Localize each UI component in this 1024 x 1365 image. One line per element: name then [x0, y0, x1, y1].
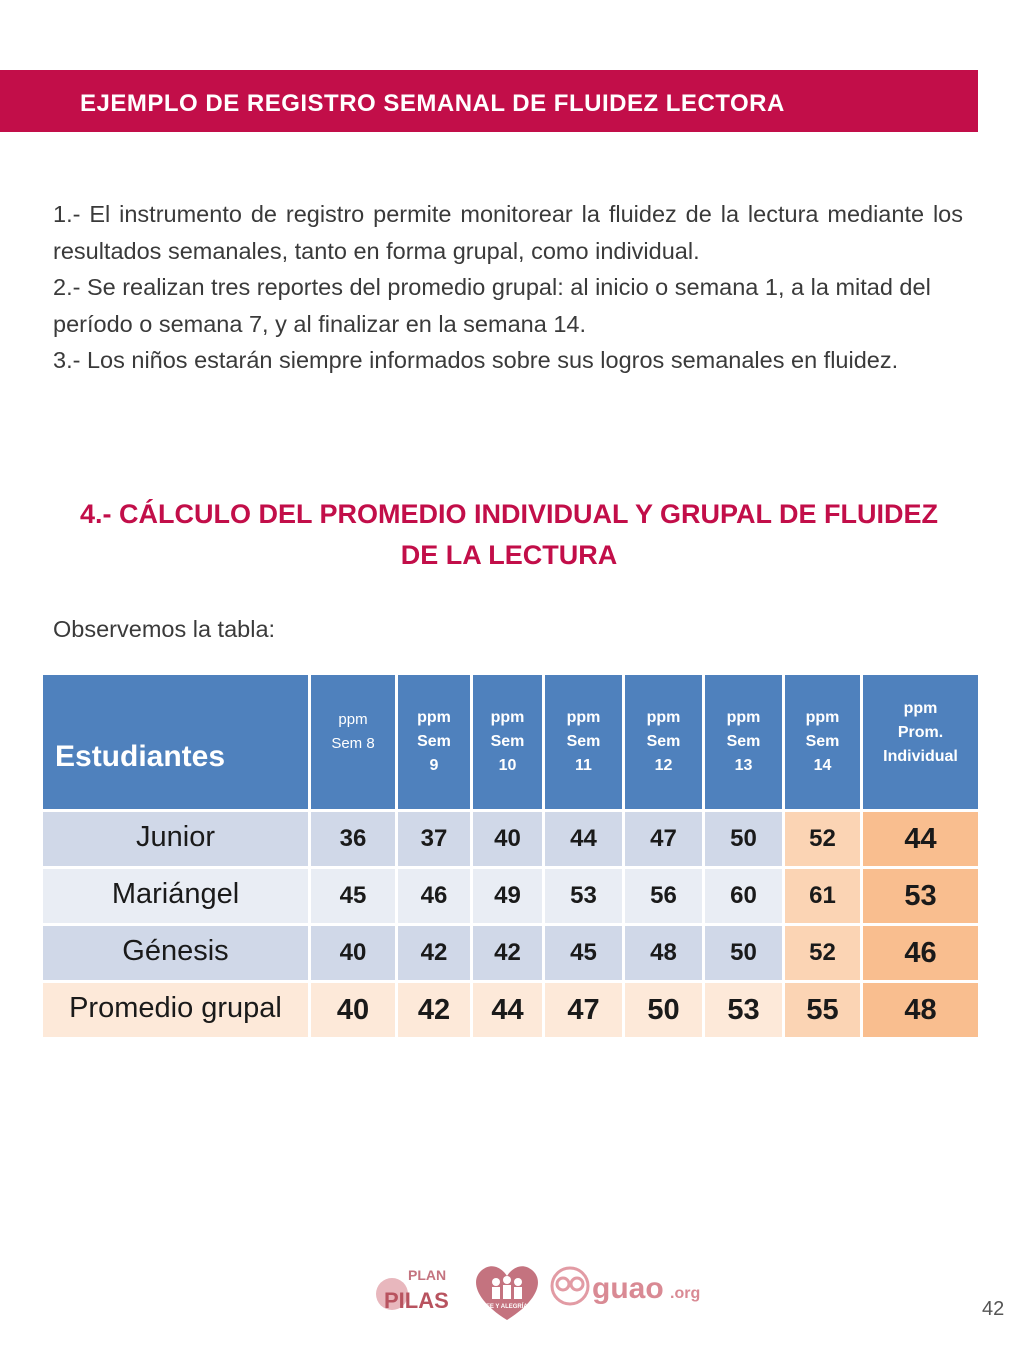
header-col: ppm Sem 8 — [310, 674, 397, 811]
header-col: ppm Sem 10 — [472, 674, 544, 811]
header-col: ppm Sem 9 — [397, 674, 472, 811]
plan-pilas-logo — [376, 1267, 449, 1313]
header-col: ppm Sem 11 — [544, 674, 624, 811]
table-cell: 46 — [397, 868, 472, 925]
paragraph-1: 1.- El instrumento de registro permite monitorear la fluidez de la lectura mediante los resultados semanales, tanto en forma grupal, como individual. — [53, 201, 963, 264]
section-heading-line-2: DE LA LECTURA — [400, 540, 618, 570]
student-name: Génesis — [42, 925, 310, 982]
table-cell: 47 — [544, 982, 624, 1039]
group-average-label: Promedio grupal — [42, 982, 310, 1039]
header-col: ppm Sem 12 — [624, 674, 704, 811]
table-cell: 52 — [784, 925, 862, 982]
plan-text: PLAN — [408, 1267, 447, 1283]
paragraph-3: 3.- Los niños estarán siempre informados sobre sus logros semanales en fluidez. — [53, 347, 899, 373]
table-cell-prom: 53 — [862, 868, 980, 925]
page-number: 42 — [982, 1298, 1005, 1320]
table-cell: 42 — [397, 982, 472, 1039]
student-name: Mariángel — [42, 868, 310, 925]
table-row — [42, 868, 980, 925]
table-cell: 45 — [544, 925, 624, 982]
section-heading-line-1: 4.- CÁLCULO DEL PROMEDIO INDIVIDUAL Y GRUPAL DE FLUIDEZ — [79, 499, 939, 529]
table-cell-prom: 44 — [862, 811, 980, 868]
fluency-table — [40, 672, 981, 1040]
table-cell: 48 — [624, 925, 704, 982]
table-cell: 49 — [472, 868, 544, 925]
fe-y-alegria-text: FE Y ALEGRÍA — [486, 1304, 528, 1310]
table-cell: 42 — [397, 925, 472, 982]
table-cell: 37 — [397, 811, 472, 868]
table-intro: Observemos la tabla: — [53, 616, 276, 642]
header-col: ppm Sem 14 — [784, 674, 862, 811]
footer-logos — [370, 1258, 730, 1328]
table-cell: 50 — [704, 811, 784, 868]
table-cell: 60 — [704, 868, 784, 925]
table-cell: 52 — [784, 811, 862, 868]
table-cell: 50 — [624, 982, 704, 1039]
table-cell: 44 — [544, 811, 624, 868]
section-heading — [40, 494, 978, 576]
guao-text: guao — [592, 1272, 664, 1305]
paragraph-2: 2.- Se realizan tres reportes del promedio grupal: al inicio o semana 1, a la mitad del período o semana 7, y al finalizar en la semana 14. — [53, 274, 931, 337]
guao-logo — [552, 1268, 700, 1305]
header-col: ppm Sem 13 — [704, 674, 784, 811]
table-cell: 55 — [784, 982, 862, 1039]
table-cell: 53 — [704, 982, 784, 1039]
table-row — [42, 925, 980, 982]
table-cell: 61 — [784, 868, 862, 925]
student-name: Junior — [42, 811, 310, 868]
table-cell: 47 — [624, 811, 704, 868]
guao-org-text: .org — [670, 1285, 701, 1302]
table-cell: 56 — [624, 868, 704, 925]
table-row — [42, 811, 980, 868]
table-cell: 42 — [472, 925, 544, 982]
table-header-row — [42, 674, 980, 811]
body-text — [53, 196, 963, 379]
table-row-group-average — [42, 982, 980, 1039]
table-cell: 45 — [310, 868, 397, 925]
table-cell: 36 — [310, 811, 397, 868]
table-cell-prom: 46 — [862, 925, 980, 982]
table-cell-prom: 48 — [862, 982, 980, 1039]
table-cell: 50 — [704, 925, 784, 982]
table-cell: 40 — [310, 982, 397, 1039]
table-cell: 40 — [310, 925, 397, 982]
page-title: EJEMPLO DE REGISTRO SEMANAL DE FLUIDEZ LECTORA — [80, 90, 785, 117]
table-cell: 53 — [544, 868, 624, 925]
table-cell: 40 — [472, 811, 544, 868]
fe-y-alegria-logo — [476, 1266, 538, 1320]
pilas-text: PILAS — [384, 1288, 449, 1313]
table-cell: 44 — [472, 982, 544, 1039]
header-students: Estudiantes — [42, 674, 310, 811]
header-col-prom: ppm Prom. Individual — [862, 674, 980, 811]
